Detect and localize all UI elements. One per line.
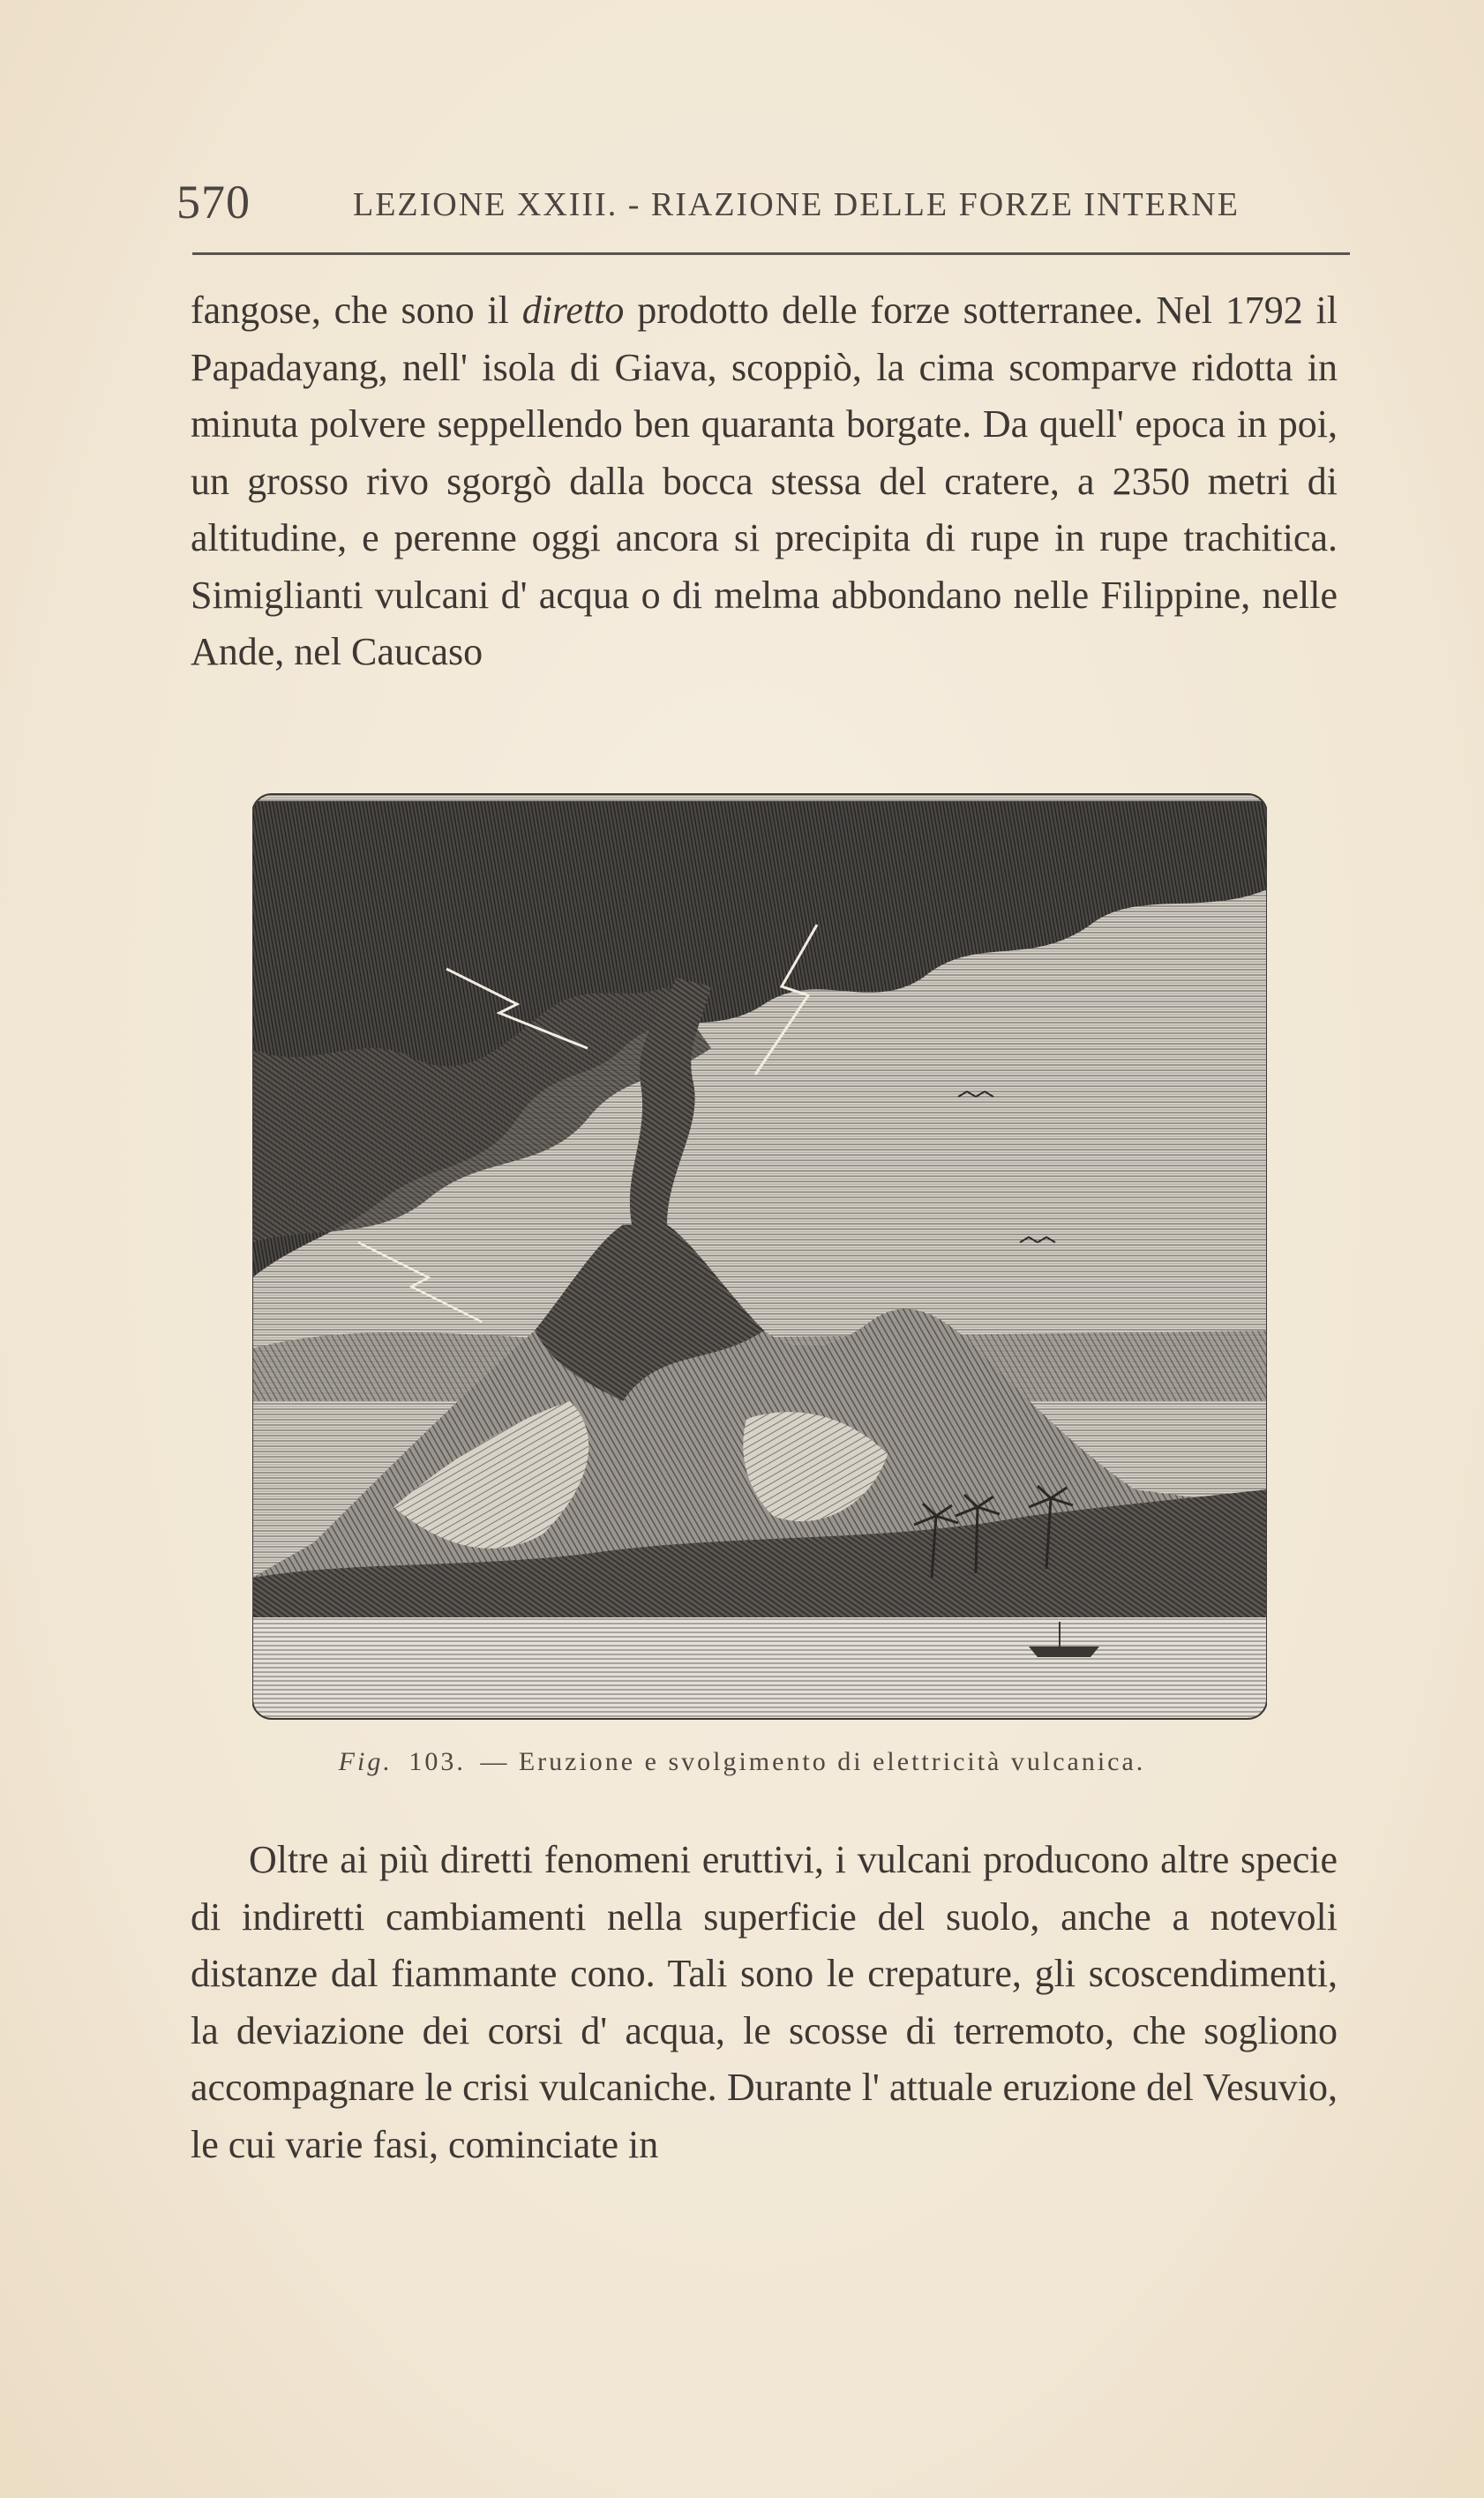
figure-number: 103.	[408, 1747, 466, 1776]
paragraph-1-text-start: fangose, che sono il	[191, 289, 522, 332]
volcano-engraving-image	[252, 784, 1267, 1728]
page-header	[176, 175, 1350, 228]
volcano-engraving	[252, 784, 1267, 1728]
engraving-scene	[252, 784, 1267, 1728]
boat	[1029, 1647, 1099, 1657]
paragraph-1-italic-word: diretto	[521, 289, 625, 332]
paragraph-1	[191, 282, 1338, 681]
header-rule	[192, 252, 1350, 255]
figure-caption	[0, 1747, 1484, 1777]
sea	[252, 1617, 1267, 1728]
figure-label: Fig.	[338, 1747, 393, 1776]
running-head: LEZIONE XXIII. - RIAZIONE DELLE FORZE INTERNE	[353, 186, 1240, 223]
paragraph-2: Oltre ai più diretti fenomeni eruttivi, i vulcani producono altre specie di indiretti cambiamenti nella superficie del suolo, anche a notevoli distanze dal fiammante cono. Tali sono le crepature, gli scoscendimenti, la deviazione dei corsi d' acqua, le scosse di terremoto, che sogliono accompagnare le crisi vulcaniche. Durante l' attuale eruzione del Vesuvio, le cui varie fasi, cominciate in	[191, 1838, 1338, 2166]
paragraph-1-text-end: prodotto delle forze sotterranee. Nel 1792 il Papadayang, nell' isola di Giava, scoppiò, la cima scomparve ridotta in minuta polvere seppellendo ben quaranta borgate. Da quell' epoca in poi, un grosso rivo sgorgò dalla bocca stessa del cratere, a 2350 metri di altitudine, e perenne oggi ancora si precipita di rupe in rupe trachitica. Simiglianti vulcani d' acqua o di melma abbondano nelle Filippine, nelle Ande, nel Caucaso	[191, 289, 1338, 673]
page-number: 570	[176, 176, 251, 229]
figure-caption-text: — Eruzione e svolgimento di elettricità vulcanica.	[480, 1747, 1146, 1776]
